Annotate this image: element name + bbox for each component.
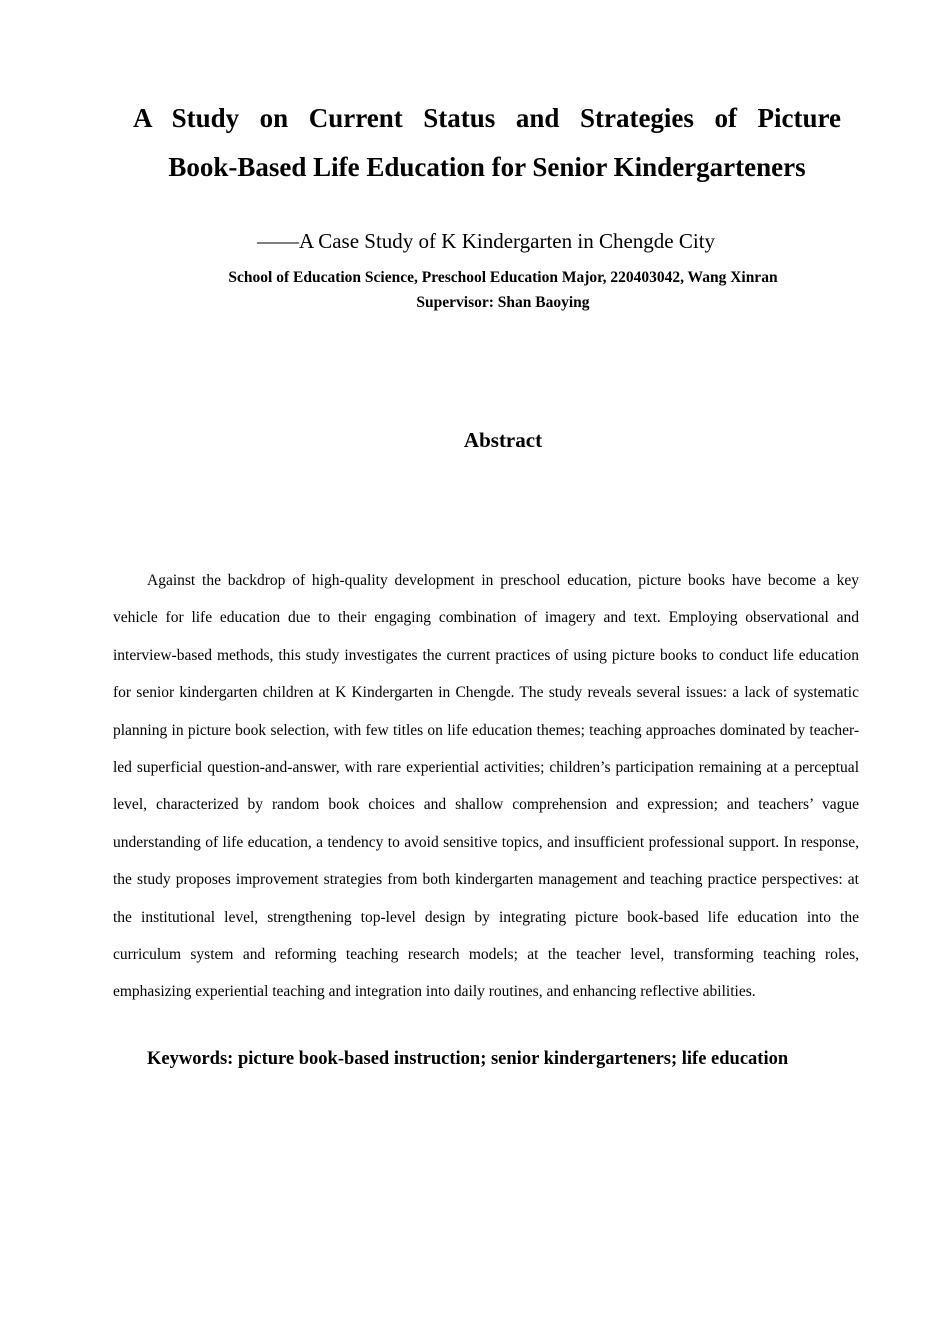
paper-subtitle: ——A Case Study of K Kindergarten in Chengde City — [256, 229, 716, 253]
supervisor-info: Supervisor: Shan Baoying — [416, 294, 590, 311]
abstract-text: Against the backdrop of high-quality development in preschool education, picture books have become a key vehicle for life education due to their engaging combination of imagery and text. Employing observational and interview-based methods, this study investigates the current practices of using picture books to conduct life education for senior kindergarten children at K Kindergarten in Chengde. The study reveals several issues: a lack of systematic planning in picture book selection, with few titles on life education themes; teaching approaches dominated by teacher-led superficial question-and-answer, with rare experiential activities; children’s participation remaining at a perceptual level, characterized by random book choices and shallow comprehension and expression; and teachers’ vague understanding of life education, a tendency to avoid sensitive topics, and insufficient professional support. In response, the study proposes improvement strategies from both kindergarten management and teaching practice perspectives: at the institutional level, strengthening top-level design by integrating picture book-based life education into the curriculum system and reforming teaching research models; at the teacher level, transforming teaching roles, emphasizing experiential teaching and integration into daily routines, and enhancing reflective abilities. — [113, 572, 859, 1001]
keywords-line: Keywords: picture book-based instruction; senior kindergarteners; life education — [147, 1049, 789, 1069]
paper-title — [133, 94, 841, 192]
author-info: School of Education Science, Preschool Education Major, 220403042, Wang Xinran — [228, 269, 778, 286]
paper-title-line-2: Book-Based Life Education for Senior Kindergarteners — [168, 152, 806, 182]
paper-title-line-1: A Study on Current Status and Strategies of Picture — [133, 103, 841, 133]
abstract-heading: Abstract — [463, 428, 543, 452]
